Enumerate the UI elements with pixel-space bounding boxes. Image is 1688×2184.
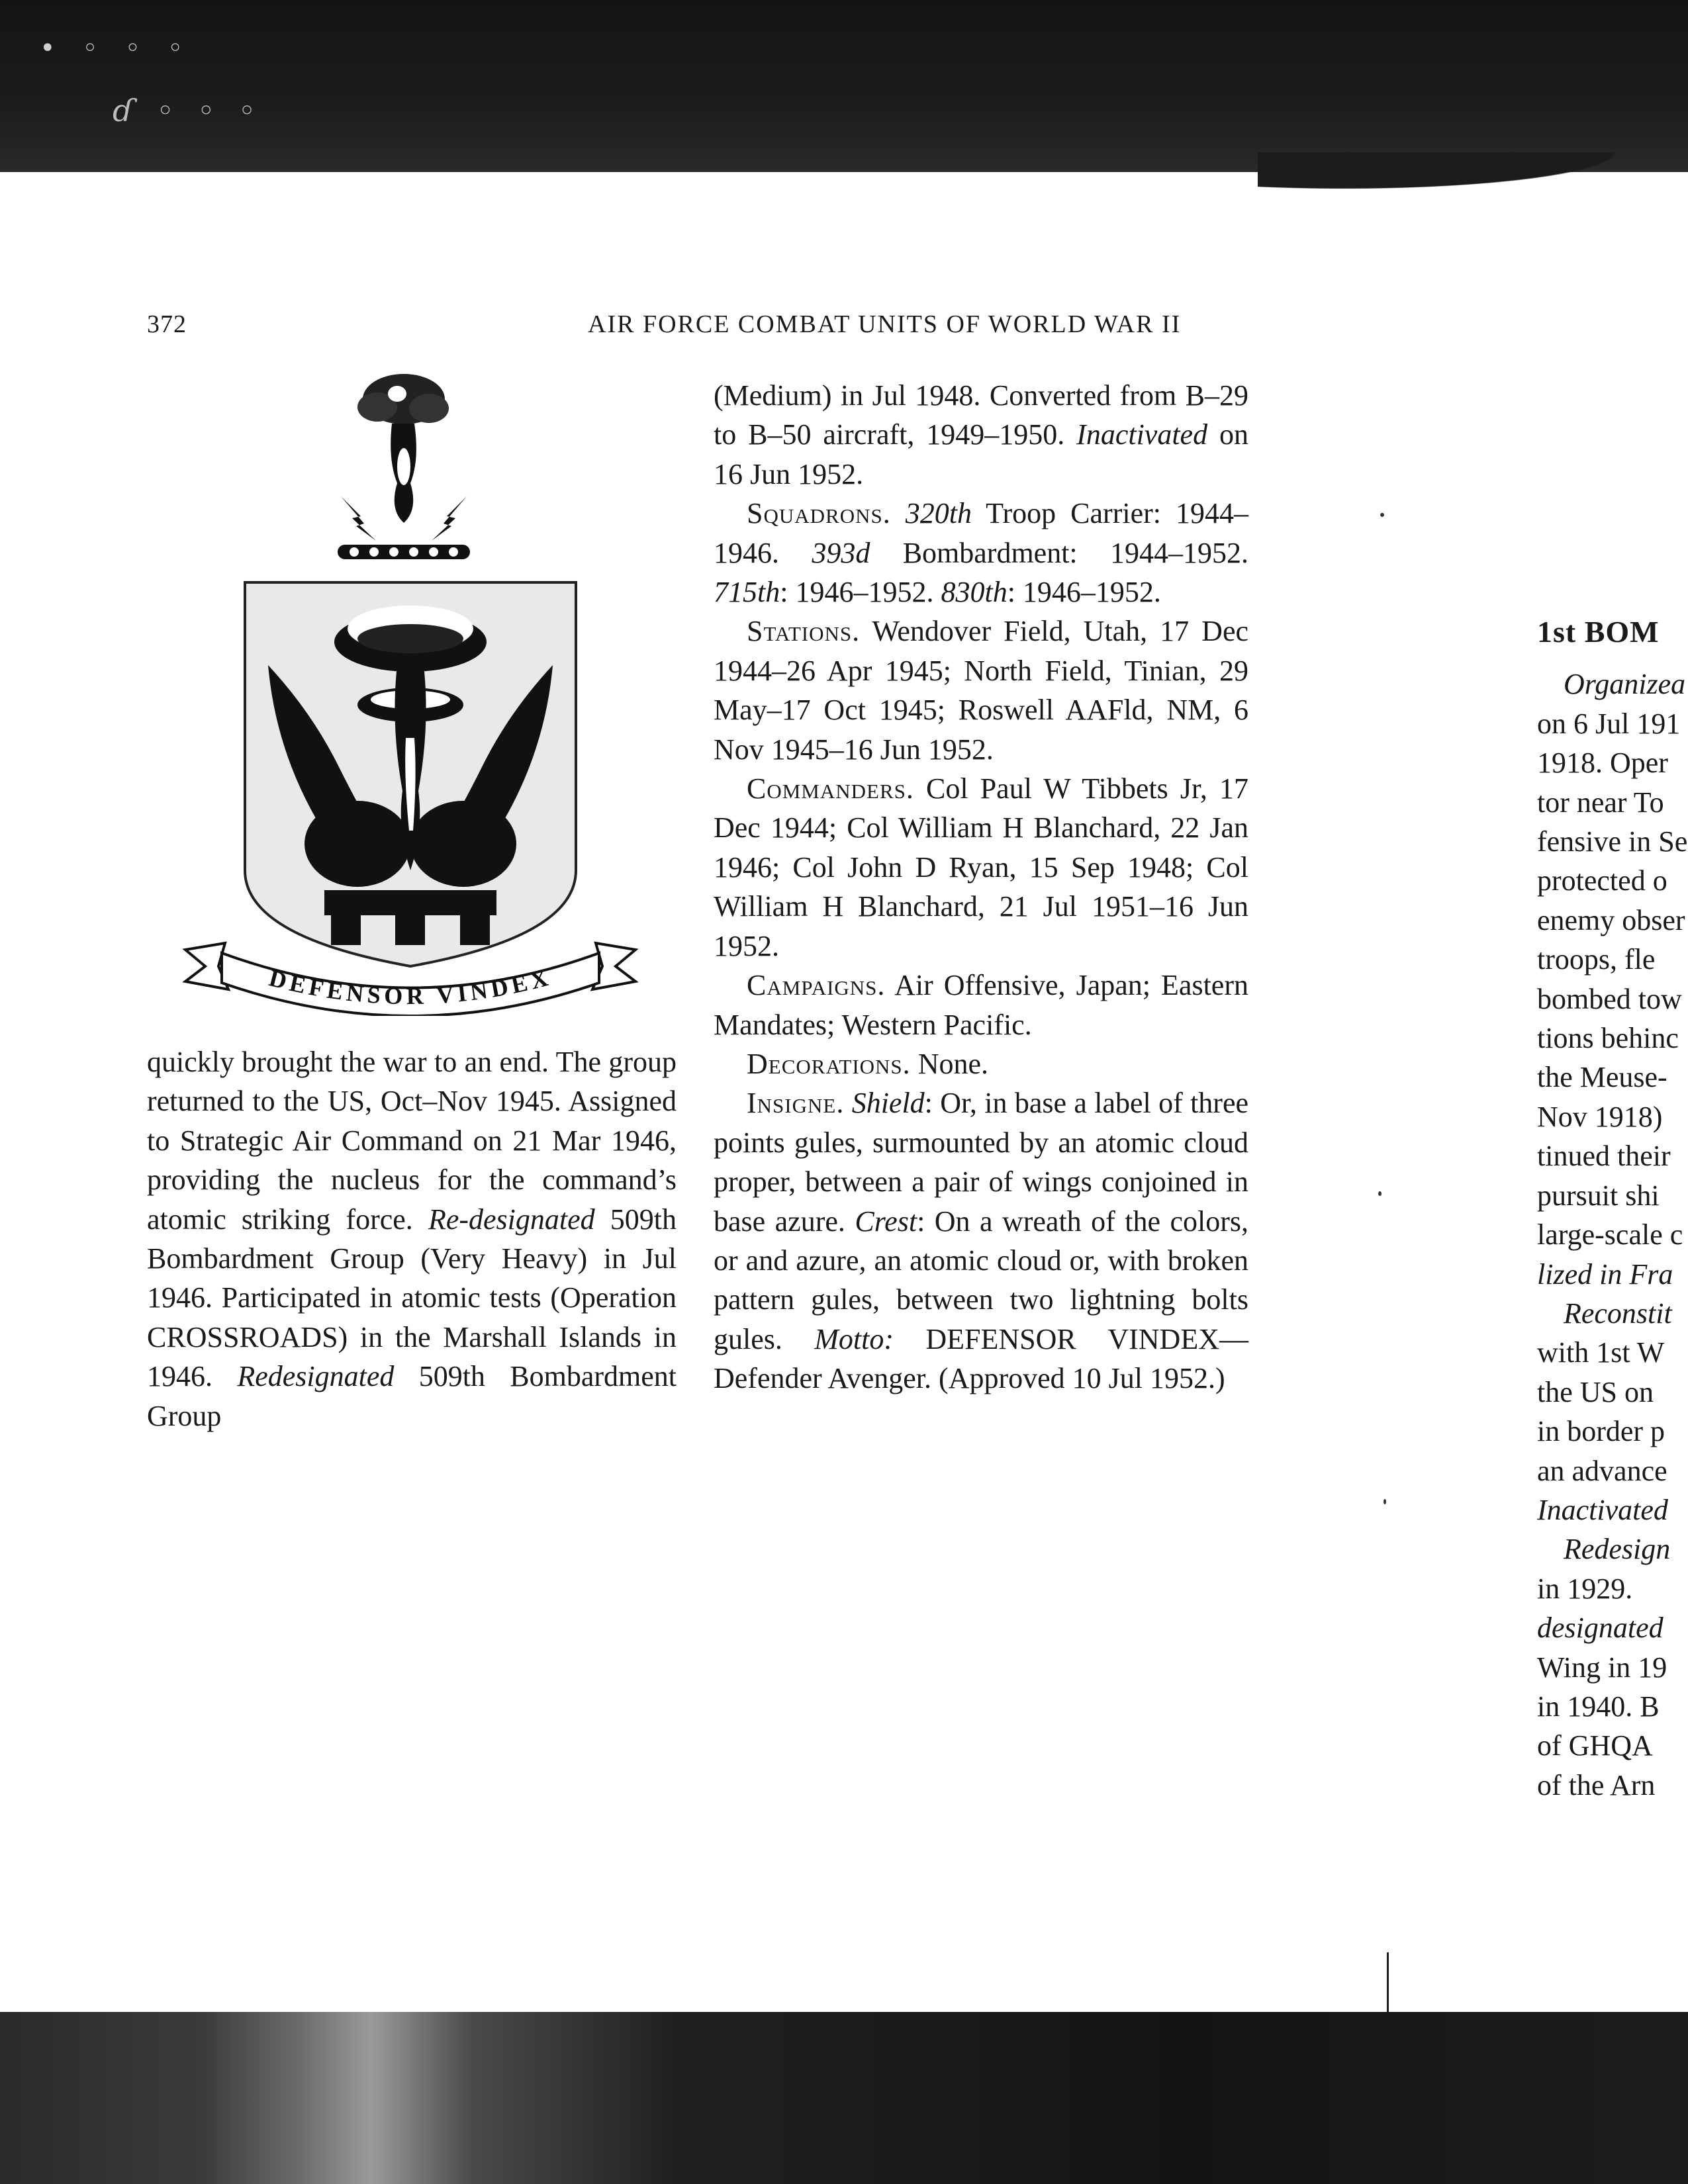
italic-run: Redesignated bbox=[237, 1360, 395, 1393]
text-run: : On a wreath of the colors, or and azure, an atomic cloud or, with broken pattern gules, between two lightning bolts gules. bbox=[714, 1205, 1248, 1355]
page-fold-line bbox=[1387, 1952, 1389, 2012]
right-column-line: of GHQA bbox=[1537, 1729, 1653, 1762]
right-column-line: large-scale c bbox=[1537, 1218, 1683, 1251]
right-column-line: Organizea bbox=[1564, 668, 1686, 701]
paragraph-history-continued bbox=[147, 1042, 677, 1435]
scan-top-curve bbox=[1258, 152, 1688, 199]
section-label: Campaigns. bbox=[747, 969, 886, 1002]
section-squadrons bbox=[714, 494, 1248, 612]
right-column-line: protected o bbox=[1537, 864, 1667, 897]
scan-artifact-marks: ɗ ◦ ◦ ◦ bbox=[113, 93, 263, 128]
right-column-line: 1918. Oper bbox=[1537, 747, 1668, 780]
right-column-line: bombed tow bbox=[1537, 982, 1682, 1015]
right-column-cutoff bbox=[1537, 612, 1688, 1823]
running-head: AIR FORCE COMBAT UNITS OF WORLD WAR II bbox=[588, 310, 1182, 338]
middle-column bbox=[714, 376, 1248, 1398]
right-column-line: enemy obser bbox=[1537, 903, 1685, 936]
right-column-line: designated bbox=[1537, 1612, 1664, 1645]
right-column-line: troops, fle bbox=[1537, 943, 1656, 976]
right-column-line: Nov 1918) bbox=[1537, 1100, 1663, 1133]
right-column-line: the US on bbox=[1537, 1375, 1654, 1408]
right-column-line: with 1st W bbox=[1537, 1336, 1665, 1369]
section-commanders bbox=[714, 769, 1248, 966]
scan-artifact-dots: • ◦ ◦ ◦ bbox=[40, 33, 193, 64]
right-column-line: Redesign bbox=[1564, 1533, 1671, 1566]
scan-speck bbox=[1383, 1499, 1386, 1504]
right-column-line: Inactivated bbox=[1537, 1493, 1668, 1526]
text-run: 509th Bombardment Group bbox=[147, 1360, 677, 1432]
italic-run: 830th bbox=[941, 576, 1008, 609]
text-run: : Or, in base a label of three points gules, surmounted by an atomic cloud proper, between a pair of wings conjoined in base azure. bbox=[714, 1087, 1249, 1238]
right-column-line: fensive in Se bbox=[1537, 825, 1688, 858]
italic-run: Re-designated bbox=[428, 1203, 595, 1236]
page-number: 372 bbox=[147, 310, 187, 338]
section-label: Decorations. bbox=[747, 1047, 911, 1080]
right-column-line: of the Arn bbox=[1537, 1768, 1656, 1801]
page-header bbox=[0, 310, 1688, 349]
scan-bottom-border bbox=[0, 2012, 1688, 2184]
insignia-drawing bbox=[179, 367, 642, 1016]
italic-run: 715th bbox=[714, 576, 780, 609]
right-column-line: lized in Fra bbox=[1537, 1257, 1673, 1291]
text-run: DEFENSOR VINDEX—Defender Avenger. (Approved 10 Jul 1952.) bbox=[714, 1322, 1248, 1395]
italic-run: Inactivated bbox=[1076, 418, 1208, 451]
text-run: : 1946–1952. bbox=[1007, 576, 1161, 609]
right-column-line: tinued their bbox=[1537, 1140, 1671, 1173]
right-column-line: in 1929. bbox=[1537, 1572, 1633, 1605]
text-run: quickly brought the war to an end. The group returned to the US, Oct–Nov 1945. Assigned to Strategic Air Command on 21 Mar 1946, providing the nucleus for the command’s atomic striking force. bbox=[147, 1046, 677, 1236]
text-run: None. bbox=[910, 1047, 988, 1080]
section-stations bbox=[714, 612, 1248, 769]
scan-speck bbox=[1378, 1191, 1382, 1196]
right-column-line: pursuit shi bbox=[1537, 1179, 1660, 1212]
right-column-line: tions behinc bbox=[1537, 1022, 1679, 1055]
section-insigne bbox=[714, 1083, 1248, 1398]
right-column-line: tor near To bbox=[1537, 786, 1664, 819]
italic-run: Crest bbox=[855, 1205, 917, 1238]
italic-run: Shield bbox=[851, 1087, 925, 1120]
left-column bbox=[147, 1042, 677, 1435]
text-run: Wendover Field, Utah, 17 Dec 1944–26 Apr 1945; North Field, Tinian, 29 May–17 Oct 1945; Roswell AAFld, NM, 6 Nov 1945–16 Jun 1952. bbox=[714, 615, 1248, 766]
section-label: Insigne. bbox=[747, 1087, 845, 1120]
text-run: Col Paul W Tibbets Jr, 17 Dec 1944; Col William H Blanchard, 22 Jan 1946; Col John D Ryan, 15 Sep 1948; Col William H Blanchard, 21 Jul 1951–16 Jun 1952. bbox=[714, 772, 1248, 962]
section-label: Stations. bbox=[747, 615, 861, 648]
text-run: Bombardment: 1944–1952. bbox=[870, 536, 1248, 569]
text-run: Troop Carrier: 1944–1946. bbox=[714, 497, 1249, 569]
section-campaigns bbox=[714, 966, 1248, 1044]
text-run: Air Offensive, Japan; Eastern Mandates; Western Pacific. bbox=[714, 969, 1248, 1041]
right-column-line: the Meuse- bbox=[1537, 1061, 1667, 1094]
right-column-line: on 6 Jul 191 bbox=[1537, 707, 1681, 740]
text-run: : 1946–1952. bbox=[780, 576, 941, 609]
section-heading-1st-bomb: 1st BOM bbox=[1537, 615, 1660, 649]
paragraph-history-end bbox=[714, 376, 1248, 494]
italic-run: 320th bbox=[905, 497, 972, 530]
unit-insignia bbox=[179, 367, 642, 1016]
right-column-line: an advance bbox=[1537, 1454, 1667, 1487]
right-column-line: Reconstit bbox=[1564, 1297, 1672, 1330]
italic-run: Motto: bbox=[814, 1322, 894, 1355]
label-of-three-points-icon bbox=[324, 890, 496, 945]
crest-wreath-icon bbox=[338, 545, 470, 559]
crest-atomic-cloud-icon bbox=[357, 374, 449, 523]
text-run: (Medium) in Jul 1948. Converted from B–29 to B–50 aircraft, 1949–1950. bbox=[714, 379, 1248, 451]
section-decorations bbox=[714, 1044, 1248, 1083]
right-column-lines bbox=[1537, 664, 1688, 1805]
right-column-line: in 1940. B bbox=[1537, 1690, 1660, 1723]
scan-top-border bbox=[0, 0, 1688, 172]
text-run: on 16 Jun 1952. bbox=[714, 418, 1248, 490]
scan-speck bbox=[1380, 513, 1384, 517]
section-label: Squadrons. bbox=[747, 497, 891, 530]
section-label: Commanders. bbox=[747, 772, 914, 805]
motto-text: DEFENSOR VINDEX bbox=[266, 963, 555, 1010]
right-column-line: Wing in 19 bbox=[1537, 1651, 1667, 1684]
text-run: 509th Bombardment Group (Very Heavy) in Jul 1946. Participated in atomic tests (Operation CROSSROADS) in the Marshall Islands in 1946. bbox=[147, 1203, 677, 1393]
italic-run: 393d bbox=[812, 536, 870, 569]
right-column-line: in border p bbox=[1537, 1415, 1665, 1448]
